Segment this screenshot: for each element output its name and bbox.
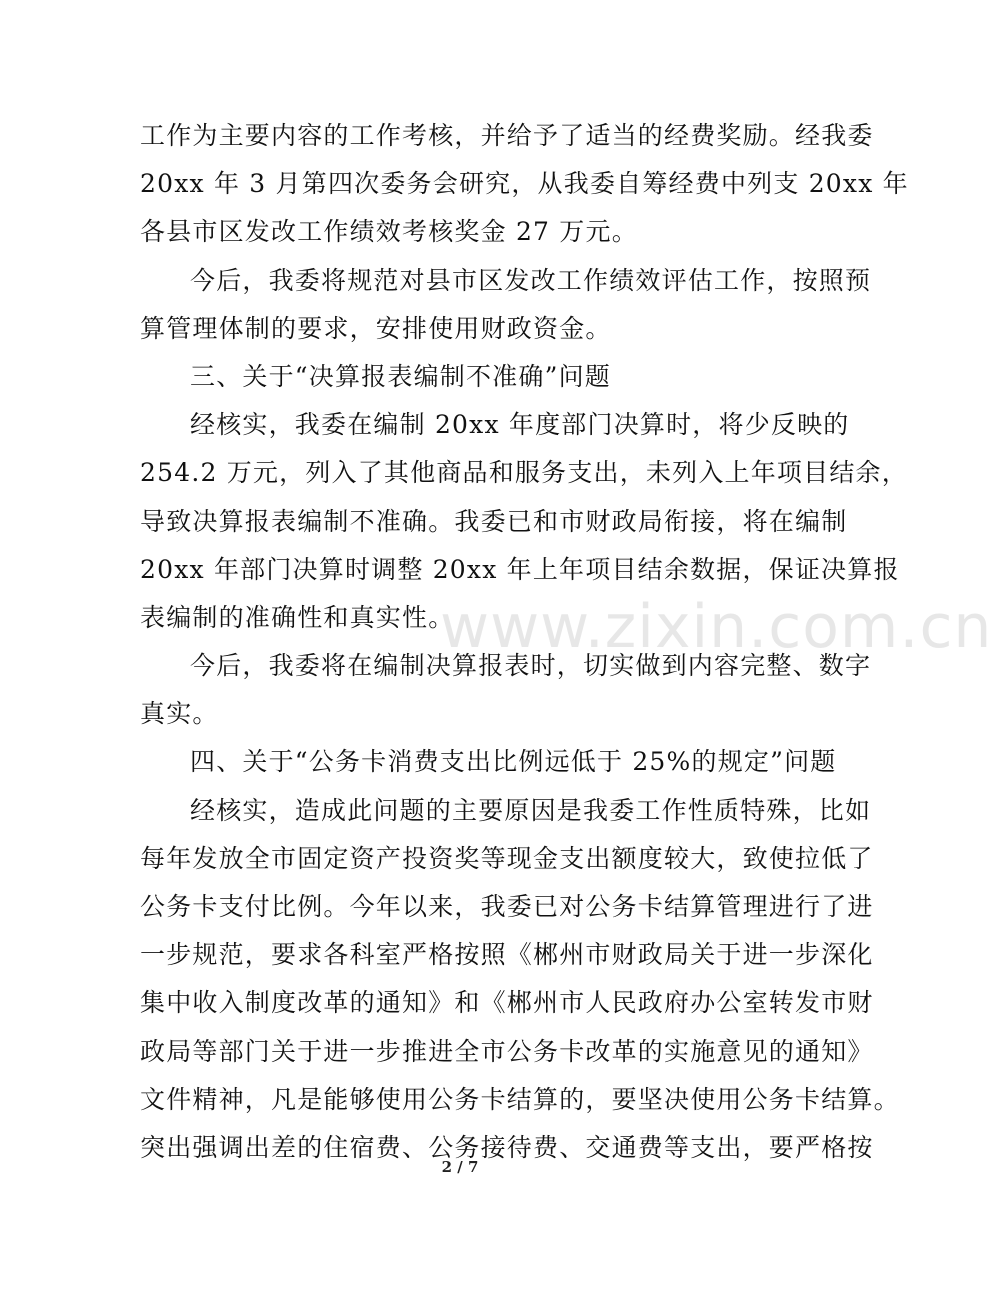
text-line: 表编制的准确性和真实性。: [140, 602, 455, 632]
text-line: 20xx 年 3 月第四次委务会研究，从我委自筹经费中列支 20xx 年: [140, 169, 909, 199]
page-number: 2 / 7: [441, 1158, 479, 1176]
paragraph-start: 今后，我委将在编制决算报表时，切实做到内容完整、数字: [190, 651, 872, 681]
text-line: 真实。: [140, 699, 219, 729]
paragraph-start: 经核实，我委在编制 20xx 年度部门决算时，将少反映的: [190, 410, 850, 440]
text-line: 导致决算报表编制不准确。我委已和市财政局衔接，将在编制: [140, 506, 848, 536]
text-line: 政局等部门关于进一步推进全市公务卡改革的实施意见的通知》: [140, 1036, 874, 1066]
text-line: 一步规范，要求各科室严格按照《郴州市财政局关于进一步深化: [140, 940, 874, 970]
watermark: www.zixin.com.cn: [440, 592, 992, 662]
document-body: [140, 112, 909, 1172]
text-line: 集中收入制度改革的通知》和《郴州市人民政府办公室转发市财: [140, 988, 874, 1018]
section-heading: 三、关于“决算报表编制不准确”问题: [190, 361, 611, 391]
text-line: 算管理体制的要求，安排使用财政资金。: [140, 313, 612, 343]
section-heading: 四、关于“公务卡消费支出比例远低于 25%的规定”问题: [190, 747, 837, 777]
paragraph-start: 经核实，造成此问题的主要原因是我委工作性质特殊，比如: [190, 795, 872, 825]
text-line: 20xx 年部门决算时调整 20xx 年上年项目结余数据，保证决算报: [140, 554, 900, 584]
paragraph-start: 今后，我委将规范对县市区发改工作绩效评估工作，按照预: [190, 265, 872, 295]
text-line: 文件精神，凡是能够使用公务卡结算的，要坚决使用公务卡结算。: [140, 1084, 900, 1114]
text-line: 公务卡支付比例。今年以来，我委已对公务卡结算管理进行了进: [140, 892, 874, 921]
text-line: 工作为主要内容的工作考核，并给予了适当的经费奖励。经我委: [140, 121, 874, 150]
text-line: 突出强调出差的住宿费、公务接待费、交通费等支出，要严格按: [140, 1132, 874, 1162]
text-line: 每年发放全市固定资产投资奖等现金支出额度较大，致使拉低了: [140, 843, 874, 873]
text-line: 各县市区发改工作绩效考核奖金 27 万元。: [140, 217, 638, 247]
text-line: 254.2 万元，列入了其他商品和服务支出，未列入上年项目结余，: [140, 458, 908, 488]
